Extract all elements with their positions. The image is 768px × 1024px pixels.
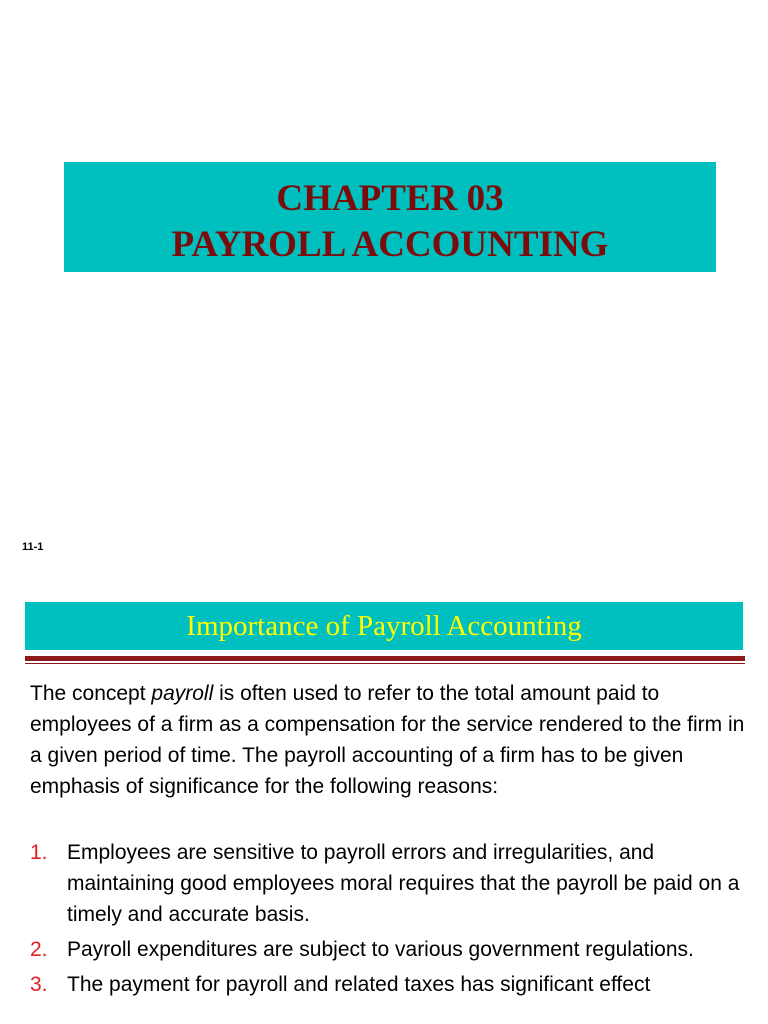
chapter-title: CHAPTER 03 <box>276 178 504 219</box>
heading-rule-thick <box>25 656 745 661</box>
reasons-list <box>30 837 750 1004</box>
list-item-text: Employees are sensitive to payroll errors and irregularities, and maintaining good employees moral requires that the payroll be paid on a timely and accurate basis. <box>67 841 740 926</box>
heading-rule-thin <box>25 663 745 664</box>
section-heading-box <box>25 602 743 650</box>
list-item-text: The payment for payroll and related taxes has significant effect <box>67 973 651 996</box>
list-item <box>30 969 750 1000</box>
chapter-subtitle: PAYROLL ACCOUNTING <box>171 224 609 265</box>
intro-before-term: The concept <box>30 682 152 705</box>
list-item <box>30 837 750 930</box>
list-item <box>30 934 750 965</box>
intro-term: payroll <box>151 682 214 705</box>
section-heading: Importance of Payroll Accounting <box>186 610 582 642</box>
intro-after-term: is often used to refer to the total amount paid to employees of a firm as a compensation for the service rendered to the firm in a given period of time. The payroll accounting of a firm has to be given emphasis of significance for the following reasons: <box>30 682 745 798</box>
slide-number: 11-1 <box>22 541 44 553</box>
list-item-number: 1. <box>30 841 48 864</box>
intro-paragraph <box>30 678 750 802</box>
list-item-text: Payroll expenditures are subject to various government regulations. <box>67 938 694 961</box>
chapter-title-box <box>64 162 716 272</box>
list-item-number: 2. <box>30 938 48 961</box>
list-item-number: 3. <box>30 973 48 996</box>
